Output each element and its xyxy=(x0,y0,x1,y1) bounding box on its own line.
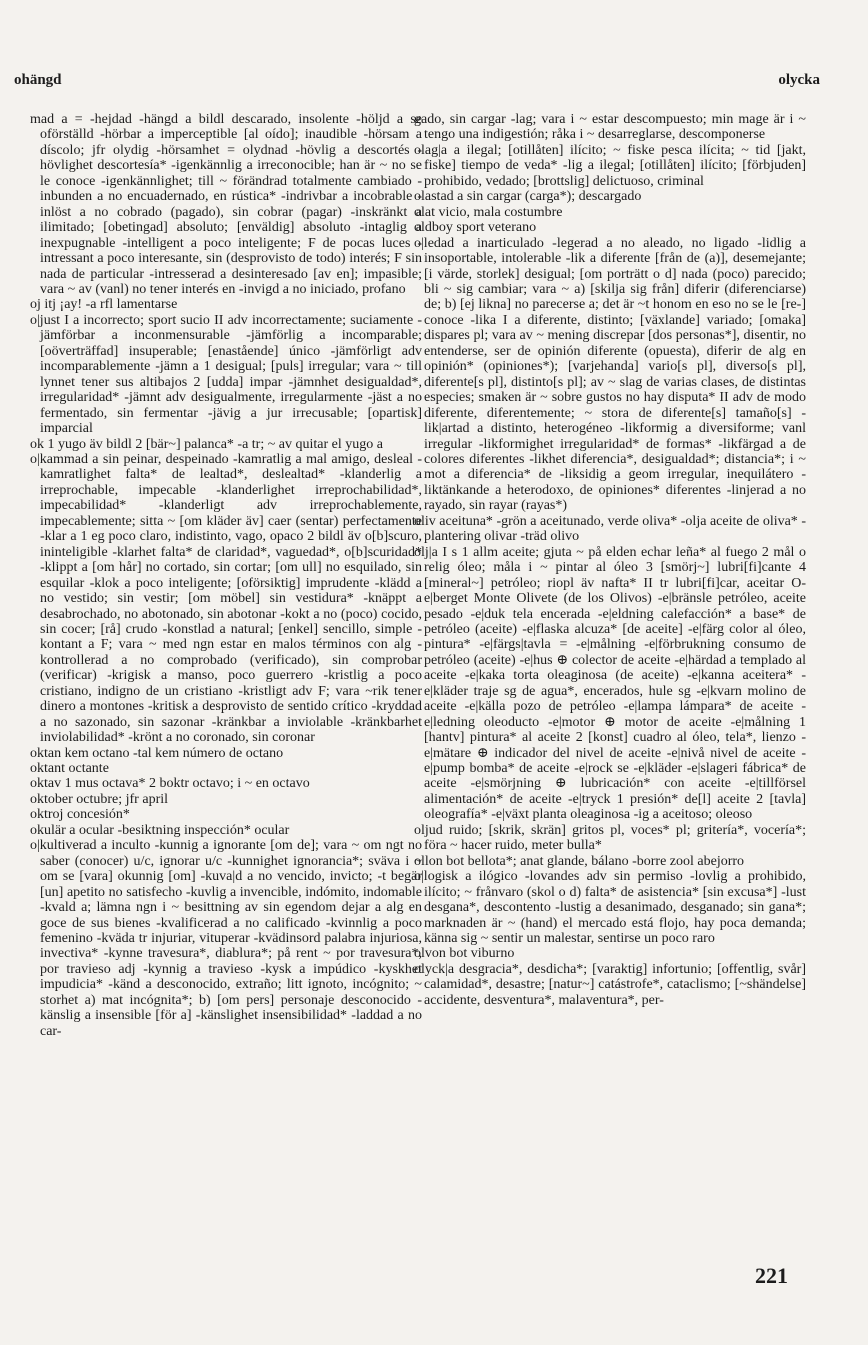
dictionary-entry: oktav 1 mus octava* 2 boktr octavo; i ~ en octavo xyxy=(30,776,310,792)
dictionary-entry: oktober octubre; jfr april xyxy=(30,791,169,807)
dictionary-entry: oliv aceituna* -grön a aceitunado, verde oliva* -olja aceite de oliva* -plantering olivar -träd olivo xyxy=(414,513,806,545)
dictionary-entry: o|logisk a ilógico -lovandes adv sin permiso -lovlig a prohibido, ilícito; ~ frånvaro (skol o d) falta* de asistencia* [sin excusa*] -lust desgana*, descontento -lustig a desanimado, desganado; sin gana*; marknaden är ~ (hand) el mercado está flojo, hay poca demanda; känna sig ~ sentir un malestar, sentirse un poco raro xyxy=(414,869,806,947)
dictionary-entry: olag|a a ilegal; [otillåten] ilícito; ~ fiske pesca ilícita; ~ tid [jakt, fiske] tiempo de veda* -lig a ilegal; [otillåten] ilícito; [förbjuden] prohibido, vedado; [brottslig] delictuoso, criminal xyxy=(414,142,806,189)
dictionary-entry: gado, sin cargar -lag; vara i ~ estar descompuesto; min mage är i ~ tengo una indigestión; råka i ~ desarreglarse, descomponerse xyxy=(414,112,806,143)
dictionary-entry: okulär a ocular -besiktning inspección* ocular xyxy=(30,822,290,838)
dictionary-entry: o|just I a incorrecto; sport sucio II adv incorrectamente; suciamente -jämförbar a inconmensurable -jämförlig a incomparable; [oöverträffad] insuperable; [enastående] único -jämförligt adv incomparablemente -jämn a 1 desigual; [puls] irregular; vara ~ till lynnet tener sus altibajos 2 [udda] impar -jämnhet desigualdad*, irregularidad* -jämnt adv desigualmente, irregularmente -jäst a no fermentado, sin fermentar -jävig a jur irrecusable; [opartisk] imparcial xyxy=(30,312,422,437)
dictionary-entry: olat vicio, mala costumbre xyxy=(414,204,563,220)
left-column xyxy=(30,112,422,1039)
dictionary-entry: olastad a sin cargar (carga*); descargado xyxy=(414,189,642,205)
dictionary-entry: oktant octante xyxy=(30,761,109,777)
dictionary-entry: oj itj ¡ay! -a rfl lamentarse xyxy=(30,297,178,313)
dictionary-entry: olvon bot viburno xyxy=(414,946,515,962)
dictionary-entry: o|kultiverad a inculto -kunnig a ignorante [om de]; vara ~ om ngt no saber (conocer) u/c, ignorar u/c -kunnighet ignorancia*; sväva i ~ om se [vara] okunnig [om] -kuva|d a no vencido, invicto; -t begär [un] apetito no satisfecho -kuvlig a invencible, indómito, indomable -kvald a; lämna ngn i ~ besittning av sin egendom dejar a alg en goce de sus bienes -kvalificerad a no calificado -kvinnlig a poco femenino -kväda tr injuriar, vituperar -kvädinsord palabra injuriosa, invectiva* -kynne travesura*, diablura*; på rent ~ por travesura*, por travieso adj -kynnig a travieso -kysk a impúdico -kyskhet impudicia* -känd a desconocido, extraño; litt ignoto, incógnito; ~ storhet a) mat incógnita*; b) [om pers] personaje desconocido -känslig a insensible [för a] -känslighet insensibilidad* -laddad a no car- xyxy=(30,838,422,1039)
dictionary-entry: olyck|a desgracia*, desdicha*; [varaktig] infortunio; [offentlig, svår] calamidad*, desastre; [natur~] catástrofe*, cataclismo; [~shändelse] accidente, desventura*, malaventura*, per- xyxy=(414,961,806,1008)
dictionary-entry: ok 1 yugo äv bildl 2 [bär~] palanca* -a tr; ~ av quitar el yugo a xyxy=(30,436,383,452)
dictionary-entry: o|kammad a sin peinar, despeinado -kamratlig a mal amigo, desleal -kamratlighet falta* de lealtad*, deslealtad* -klanderlig a irreprochable, impecable -klanderlighet irreprochabilidad*, impecabilidad* -klanderligt adv irreprochablemente, impecablemente; sitta ~ [om kläder äv] caer (sentar) perfectamente -klar a 1 eg poco claro, indistinto, vago, opaco 2 bildl äv o[b]scuro, ininteligible -klarhet falta* de claridad*, vaguedad*, o[b]scuridad* -klippt a [om hår] no cortado, sin cortar; [om ull] no esquilado, sin esquilar -klok a poco inteligente; [oförsiktig] imprudente -klädd a no vestido; sin vestir; [om möbel] sin vestidura* -knäppt a desabrochado, no abotonado, sin abotonar -kokt a no (poco) cocido, sin cocer; [rå] crudo -konstlad a natural; [enkel] sencillo, simple -kontant a F; vara ~ med ngn estar en malos términos con alg -kontrollerad a no comprobado (verificado), sin comprobar (verificar) -krigisk a manso, poco guerrero -kristlig a poco cristiano, indigno de un cristiano -kristligt adv F; vara ~rik tener dinero a montones -kritisk a desprovisto de sentido crítico -kryddad a no sazonado, sin sazonar -kränkbar a inviolable -kränkbarhet inviolabilidad* -krönt a no coronado, sin coronar xyxy=(30,451,422,746)
left-guide-word: ohängd xyxy=(14,72,62,88)
dictionary-entry: mad a = -hejdad -hängd a bildl descarado, insolente -höljd a se oförställd -hörbar a imperceptible [al oído]; inaudible -hörsam a díscolo; jfr olydig -hörsamhet = olydnad -hövlig a descortés -hövlighet descortesía* -igenkännlig a irreconocible; han är ~ no se le conoce -igenkännlighet; till ~ förändrad totalmente cambiado -inbunden a no encuadernado, en rústica* -indrivbar a incobrable -inlöst a no cobrado (pagado), sin cobrar (pagar) -inskränkt a ilimitado; [obetingad] absoluto; [enväldig] absoluto -intaglig a inexpugnable -intelligent a poco inteligente; F de pocas luces -intressant a poco interesante, sin (desprovisto de todo) interés; F sin nada de particular -intresserad a desinteresado [av en]; impasible; vara ~ av (vanl) no tener interés en -invigd a no iniciado, profano xyxy=(30,112,422,297)
dictionary-entry: oktan kem octano -tal kem número de octano xyxy=(30,745,284,761)
dictionary-entry: oljud ruido; [skrik, skrän] gritos pl, voces* pl; gritería*, vocería*; föra ~ hacer ruido, meter bulla* xyxy=(414,822,806,854)
dictionary-entry: oldboy sport veterano xyxy=(414,220,537,236)
dictionary-entry: o|ledad a inarticulado -legerad a no aleado, no ligado -lidlig a insoportable, intolerable -lik a diferente [från de (a)], desemejante; [i värde, storlek] desigual; [om porträtt o d] nada (poco) parecido; bli ~ sig cambiar; vara ~ a) [skilja sig från] diferir (diferenciarse) de; b) [ej likna] no parecerse a; det är ~t honom en eso no se le [re-] conoce -lika I a diferente, distinto; [växlande] variado; [omaka] dispares pl; vara av ~ mening discrepar [dos personas*], disentir, no entenderse, ser de opinión diferente (opuesta), diferir de alg en opinión* (opiniones*); [varjehanda] vario[s pl], diverso[s pl], diferente[s pl], distinto[s pl]; av ~ slag de varias clases, de distintas especies; smaken är ~ sobre gustos no hay disputa* II adv de modo diferente, diferentemente; ~ stora de diferente[s] tamaño[s] -lik|artad a distinto, heterogéneo -likformig a diversiforme; vanl irregular -likformighet irregularidad* de formas* -likfärgad a de colores diferentes -likhet diferencia*, desigualdad*; distancia*; i ~ mot a diferencia* de -liksidig a geom irregular, inequilátero -liktänkande a heterodoxo, de opiniones* diferentes -linjerad a no rayado, sin rayar (rayas*) xyxy=(414,235,806,514)
dictionary-entry: oktroj concesión* xyxy=(30,807,130,823)
page-number: 221 xyxy=(755,1263,788,1288)
dictionary-entry: olj|a I s 1 allm aceite; gjuta ~ på elden echar leña* al fuego 2 mål o relig óleo; måla i ~ pintar al óleo 3 [smörj~] lubri[fi]cante 4 [mineral~] petróleo; riopl äv nafta* II tr lubri[fi]car, aceitar O-e|berget Monte Olivete (de los Olivos) -e|bränsle petróleo, aceite pesado -e|duk tela encerada -e|eldning calefacción* a base* de petróleo (aceite) -e|flaska alcuza* [de aceite] -e|färg color al óleo, pintura* -e|färgs|tavla = -e|målning -e|förbrukning consumo de petróleo (aceite) -e|hus ⊕ colector de aceite -e|härdad a templado al aceite -e|kaka torta oleaginosa (de aceite) -e|kanna aceitera* -e|kläder traje sg de agua*, encerados, hule sg -e|kvarn molino de aceite -e|källa pozo de petróleo -e|lampa lámpara* de aceite -e|ledning oleoducto -e|motor ⊕ motor de aceite -e|målning 1 [hantv] pintura* al aceite 2 [konst] cuadro al óleo, tela*, lienzo -e|mätare ⊕ indicador del nivel de aceite -e|nivå nivel de aceite -e|pump bomba* de aceite -e|rock se -e|kläder -e|slageri fábrica* de aceite -e|smörjning ⊕ lubricación* con aceite -e|tillförsel alimentación* de aceite -e|tryck 1 presión* de[l] aceite 2 [tavla] oleografía* -e|växt planta oleaginosa -ig a aceitoso; oleoso xyxy=(414,544,806,823)
right-column xyxy=(414,112,806,1008)
right-guide-word: olycka xyxy=(778,72,820,88)
dictionary-entry: ollon bot bellota*; anat glande, bálano -borre zool abejorro xyxy=(414,853,745,869)
